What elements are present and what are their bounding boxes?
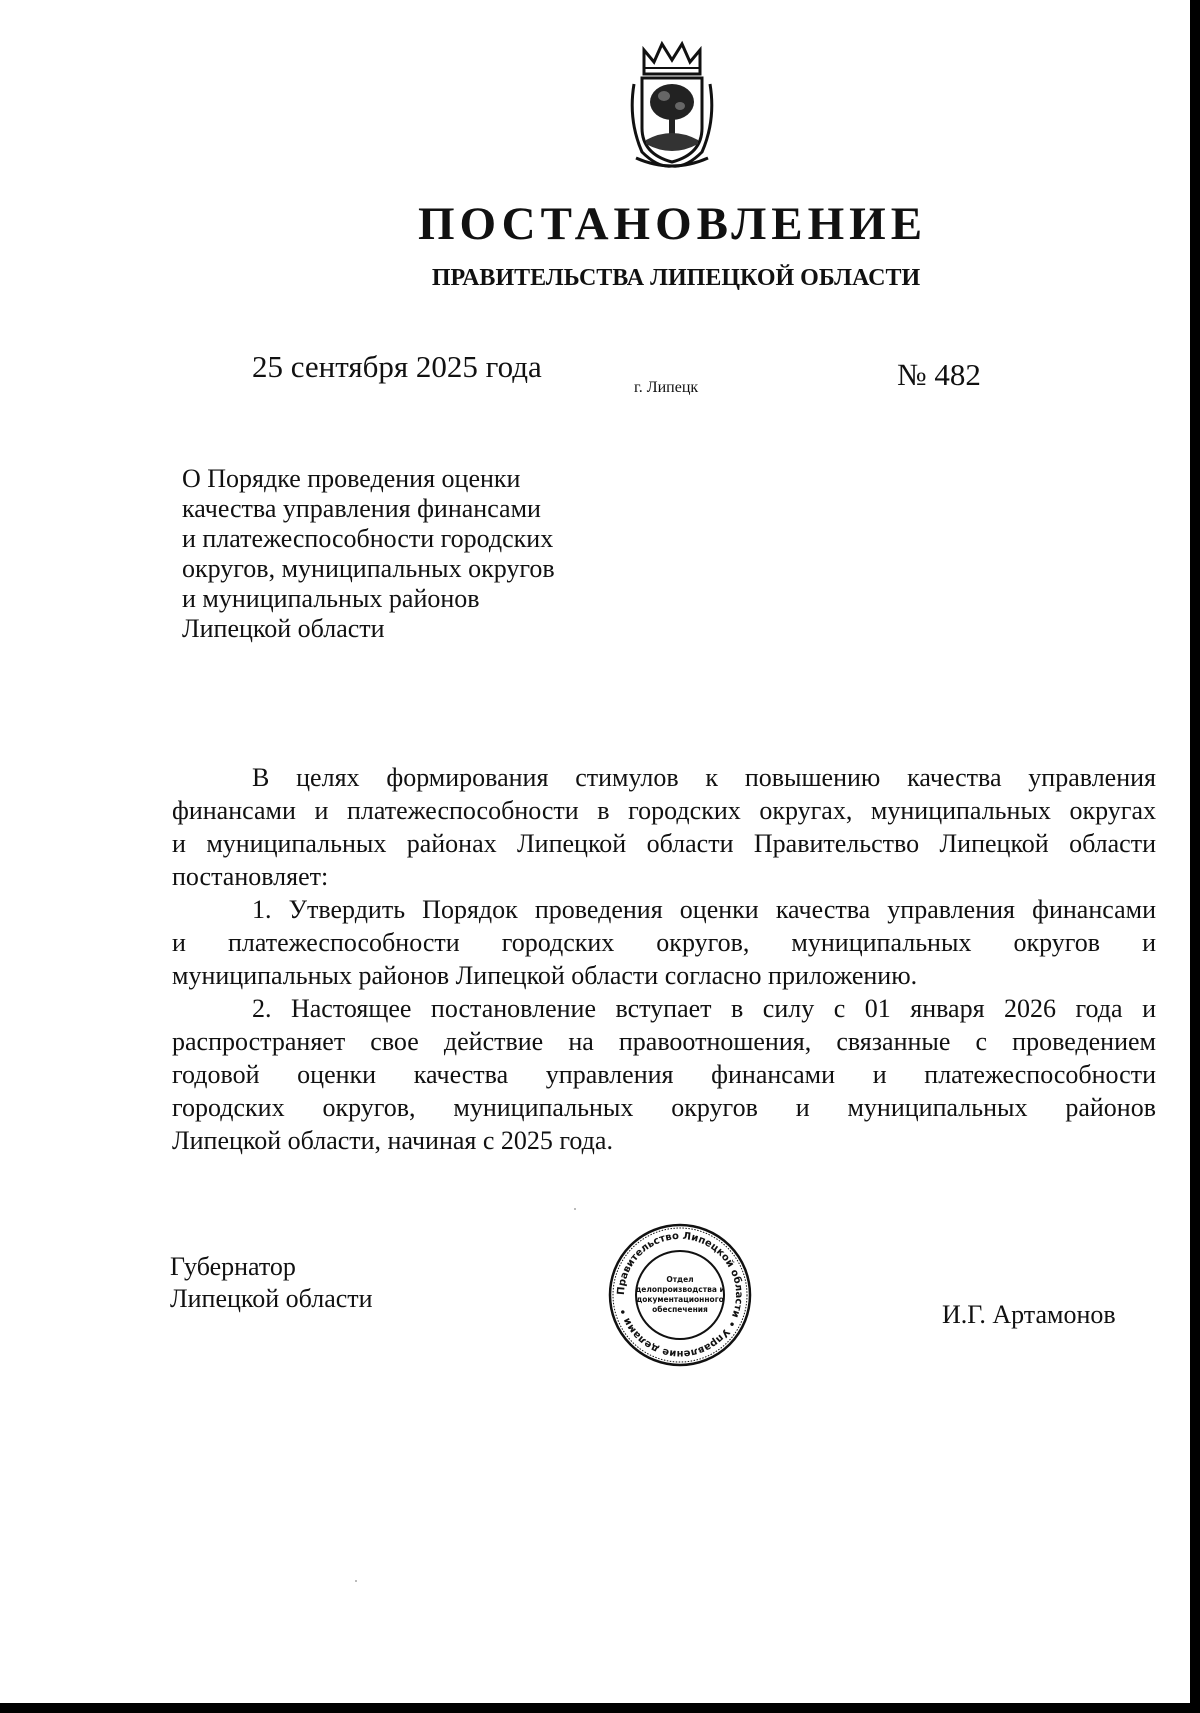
official-stamp: [607, 1222, 753, 1368]
body-line: и муниципальных районах Липецкой области Правительство Липецкой области: [172, 829, 1156, 858]
body-line: постановляет:: [172, 862, 329, 891]
stamp-center-line: Отдел: [666, 1275, 694, 1284]
document-subtitle: ПРАВИТЕЛЬСТВА ЛИПЕЦКОЙ ОБЛАСТИ: [431, 265, 921, 291]
scan-speck: [574, 1208, 576, 1210]
lipetsk-coat-of-arms-icon: [628, 40, 716, 172]
subject-line: О Порядке проведения оценки: [182, 464, 521, 493]
document-date: 25 сентября 2025 года: [252, 349, 542, 384]
stamp-ring-text: Правительство Липецкой области • Управление делами •: [615, 1230, 745, 1360]
position-line: Губернатор: [170, 1252, 296, 1281]
body-line: распространяет свое действие на правоотношения, связанные с проведением: [172, 1027, 1156, 1056]
body-line: и платежеспособности городских округов, муниципальных округов и: [172, 928, 1156, 957]
document-title: ПОСТАНОВЛЕНИЕ: [417, 198, 928, 250]
document-city: г. Липецк: [634, 379, 699, 396]
body-line: 1. Утвердить Порядок проведения оценки качества управления финансами: [252, 895, 1156, 924]
scan-border-right: [1190, 0, 1200, 1713]
subject-line: округов, муниципальных округов: [182, 554, 555, 583]
scan-speck: [355, 1580, 357, 1582]
subject-line: и муниципальных районов: [182, 584, 480, 613]
body-line: 2. Настоящее постановление вступает в силу с 01 января 2026 года и: [252, 994, 1156, 1023]
document-number: № 482: [897, 357, 981, 392]
stamp-center-line: обеспечения: [652, 1305, 708, 1314]
signatory-name: И.Г. Артамонов: [942, 1300, 1116, 1329]
body-line: В целях формирования стимулов к повышению качества управления: [252, 763, 1156, 792]
stamp-center-line: документационного: [636, 1295, 724, 1304]
body-line: Липецкой области, начиная с 2025 года.: [172, 1126, 613, 1155]
subject-line: Липецкой области: [182, 614, 385, 643]
subject-line: и платежеспособности городских: [182, 524, 554, 553]
position-line: Липецкой области: [170, 1284, 373, 1313]
body-line: муниципальных районов Липецкой области согласно приложению.: [172, 961, 918, 990]
document-subject: [182, 464, 622, 644]
subject-line: качества управления финансами: [182, 494, 541, 523]
body-line: финансами и платежеспособности в городских округах, муниципальных округах: [172, 796, 1156, 825]
stamp-center-line: делопроизводства и: [635, 1285, 725, 1294]
document-body: [172, 761, 1156, 1157]
body-line: годовой оценки качества управления финансами и платежеспособности: [172, 1060, 1156, 1089]
signatory-position: [170, 1251, 373, 1315]
body-line: городских округов, муниципальных округов и муниципальных районов: [172, 1093, 1156, 1122]
scan-border-bottom: [0, 1703, 1200, 1713]
